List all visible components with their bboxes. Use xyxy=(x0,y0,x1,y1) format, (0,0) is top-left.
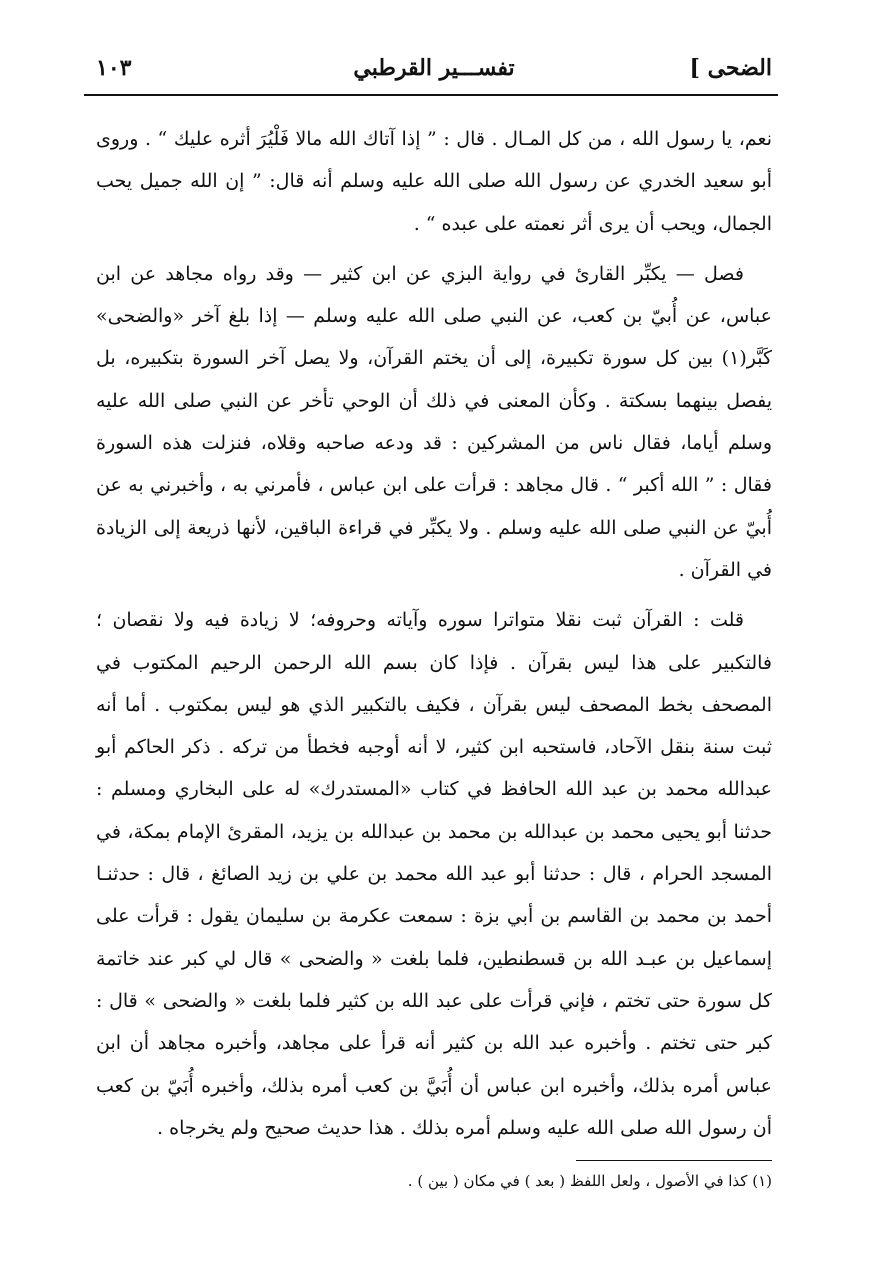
sura-name: الضحى ] xyxy=(689,55,772,81)
main-text xyxy=(96,118,772,1157)
paragraph: فصل — يكبِّر القارئ في رواية البزي عن ابن كثير — وقد رواه مجاهد عن ابن عباس، عن أُبيّ بن كعب، عن النبي صلى الله عليه وسلم — إذا بلغ آخر «والضحى» كَبَّر(١) بين كل سورة تكبيرة، إلى أن يختم القرآن، ولا يصل آخر السورة بتكبيره، بل يفصل بينهما بسكتة . وكأن المعنى في ذلك أن الوحي تأخر عن النبي صلى الله عليه وسلم أياما، فقال ناس من المشركين : قد ودعه صاحبه وقلاه، فنزلت هذه السورة فقال : ” الله أكبر “ . قال مجاهد : قرأت على ابن عباس ، فأمرني به ، وأخبرني به عن أُبيّ عن النبي صلى الله عليه وسلم . ولا يكبِّر في قراءة الباقين، لأنها ذريعة إلى الزيادة في القرآن . xyxy=(96,262,772,581)
page-number: ١٠٣ xyxy=(96,55,132,81)
page-header xyxy=(96,55,772,91)
paragraph: قلت : القرآن ثبت نقلا متواترا سوره وآياته وحروفه؛ لا زيادة فيه ولا نقصان ؛ فالتكبير على هذا ليس بقرآن . فإذا كان بسم الله الرحمن الرحيم المكتوب في المصحف بخط المصحف ليس بقرآن ، فكيف بالتكبير الذي هو ليس بمكتوب . أما أنه ثبت سنة بنقل الآحاد، فاستحبه ابن كثير، لا أنه أوجبه فخطأ من تركه . ذكر الحاكم أبو عبدالله محمد بن عبد الله الحافظ في كتاب «المستدرك» له على البخاري ومسلم : حدثنا أبو يحيى محمد بن عبدالله بن محمد بن عبدالله بن يزيد، المقرئ الإمام بمكة، في المسجد الحرام ، قال : حدثنا أبو عبد الله محمد بن علي بن زيد الصائغ ، قال : حدثنـا أحمد بن محمد بن القاسم بن أبي بزة : سمعت عكرمة بن سليمان يقول : قرأت على إسماعيل بن عبـد الله بن قسطنطين، فلما بلغت « والضحى » قال لي كبر عند خاتمة كل سورة حتى تختم ، فإني قرأت على عبد الله بن كثير فلما بلغت « والضحى » قال : كبر حتى تختم . وأخبره عبد الله بن كثير أنه قرأ على مجاهد، وأخبره مجاهد أن ابن عباس أمره بذلك، وأخبره ابن عباس أن أُبَيَّ بن كعب أمره بذلك، وأخبره أُبَيّ بن كعب أن رسول الله صلى الله عليه وسلم أمره بذلك . هذا حديث صحيح ولم يخرجاه . xyxy=(96,609,772,1139)
running-title: تفســـير القرطبي xyxy=(353,55,515,81)
footnote: (١) كذا في الأصول ، ولعل اللفظ ( بعد ) في مكان ( بين ) . xyxy=(407,1172,772,1190)
footnote-rule xyxy=(576,1160,772,1161)
header-rule xyxy=(84,94,778,96)
paragraph: نعم، يا رسول الله ، من كل المـال . قال : ” إذا آتاك الله مالا فَلْيُرَ أثره عليك “ . وروى أبو سعيد الخدري عن رسول الله صلى الله عليه وسلم أنه قال: ” إن الله جميل يحب الجمال، ويحب أن يرى أثر نعمته على عبده “ . xyxy=(96,128,772,235)
